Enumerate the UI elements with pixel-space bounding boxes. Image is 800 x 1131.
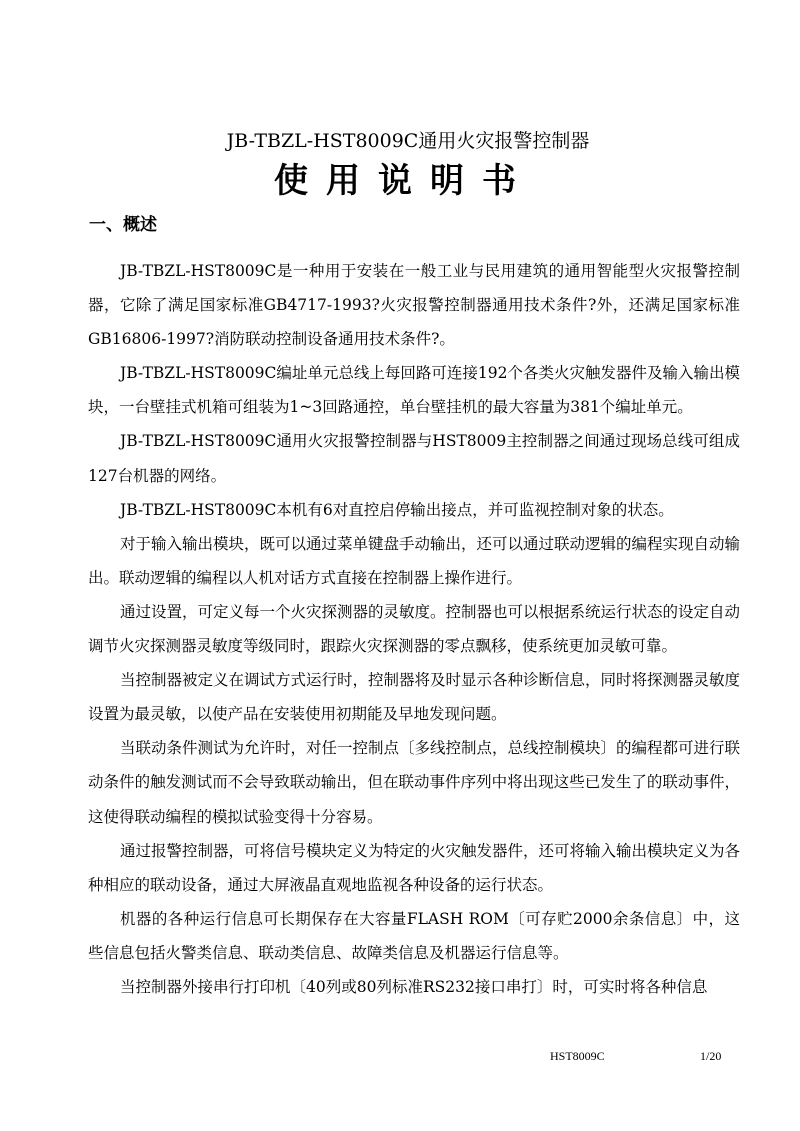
paragraph: 当控制器被定义在调试方式运行时，控制器将及时显示各种诊断信息，同时将探测器灵敏度设置为最灵敏，以使产品在安装使用初期能及早地发现问题。	[88, 671, 741, 724]
paragraph: 机器的各种运行信息可长期保存在大容量FLASH ROM〔可存贮2000余条信息〕中，这些信息包括火警类信息、联动类信息、故障类信息及机器运行信息等。	[88, 909, 740, 962]
footer-doc-code: HST8009C	[550, 1049, 605, 1063]
document-subtitle: 使用说明书	[274, 161, 534, 201]
document-body	[88, 254, 740, 1004]
paragraph: 当联动条件测试为允许时，对任一控制点〔多线控制点，总线控制模块〕的编程都可进行联动条件的触发测试而不会导致联动输出，但在联动事件序列中将出现这些已发生了的联动事件，这使得联动编程的模拟试验变得十分容易。	[88, 739, 741, 826]
paragraph: JB-TBZL-HST8009C通用火灾报警控制器与HST8009主控制器之间通过现场总线可组成127台机器的网络。	[88, 432, 740, 485]
paragraph: 当控制器外接串行打印机〔40列或80列标准RS232接口串打〕时，可实时将各种信息	[120, 977, 708, 996]
paragraph: 通过报警控制器，可将信号模块定义为特定的火灾触发器件，还可将输入输出模块定义为各种相应的联动设备，通过大屏液晶直观地监视各种设备的运行状态。	[88, 841, 741, 894]
paragraph: JB-TBZL-HST8009C编址单元总线上每回路可连接192个各类火灾触发器件及输入输出模块，一台壁挂式机箱可组装为1~3回路通控，单台壁挂机的最大容量为381个编址单元。	[88, 364, 740, 417]
paragraph: JB-TBZL-HST8009C本机有6对直控启停输出接点，并可监视控制对象的状态。	[120, 500, 674, 519]
paragraph: JB-TBZL-HST8009C是一种用于安装在一般工业与民用建筑的通用智能型火灾报警控制器，它除了满足国家标准GB4717-1993?火灾报警控制器通用技术条件?外，还满足国家标准GB16806-1997?消防联动控制设备通用技术条件?。	[88, 262, 740, 349]
paragraph: 通过设置，可定义每一个火灾探测器的灵敏度。控制器也可以根据系统运行状态的设定自动调节火灾探测器灵敏度等级同时，跟踪火灾探测器的零点飘移，使系统更加灵敏可靠。	[88, 602, 741, 656]
paragraph: 对于输入输出模块，既可以通过菜单键盘手动输出，还可以通过联动逻辑的编程实现自动输出。联动逻辑的编程以人机对话方式直接在控制器上操作进行。	[88, 534, 741, 587]
section-heading: 一、概述	[89, 215, 157, 235]
footer-page-number: 1/20	[700, 1049, 722, 1063]
document-title: JB-TBZL-HST8009C通用火灾报警控制器	[226, 130, 590, 152]
